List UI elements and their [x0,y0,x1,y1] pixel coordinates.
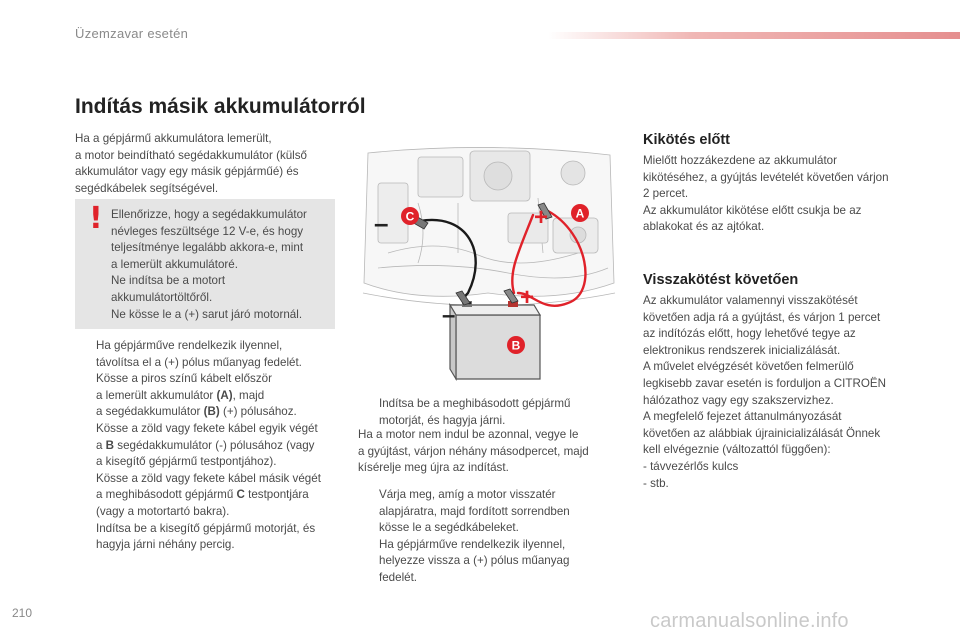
list-item [358,487,608,537]
text-line: Ne indítsa be a motort [111,274,226,288]
steps-left-list [75,338,347,554]
header-section-title: Üzemzavar esetén [75,26,189,41]
text-line: távolítsa el a (+) pólus műanyag fedelét. [96,355,302,369]
text-line: Ne kösse le a (+) sarut járó motornál. [111,307,303,321]
text-line: Ha gépjárműve rendelkezik ilyennel, [96,339,283,352]
text-line: Kösse a zöld vagy fekete kábel egyik végét [96,421,318,435]
plus-sign-a: + [534,204,549,231]
text-line: Kösse a zöld vagy fekete kábel másik végét [96,471,321,485]
text-line: a gyújtást, várjon néhány másodpercet, majd [358,444,589,458]
warning-text [111,207,331,323]
text-line: névleges feszültsége 12 V-e, és hogy [111,224,304,238]
text-line: kell elvégeznie (változattól függően): [643,443,831,457]
page-number: 210 [12,606,33,620]
exclamation-icon: ! [89,201,103,236]
text-line: a segédakkumulátor (B) (+) pólusához. [96,405,297,419]
before-connecting-text [643,153,913,236]
text-line: legkisebb zavar esetén is forduljon a CITROËN [643,376,886,390]
text-line: a B segédakkumulátor (-) pólusához (vagy [96,438,315,452]
list-item [75,471,347,521]
text-line: (vagy a motortartó bakra). [96,504,230,518]
watermark: carmanualsonline.info [650,610,849,632]
plus-sign-b: + [520,284,535,311]
text-line: kösse le a segédkábeleket. [379,521,519,535]
text-line: a lemerült akkumulátor (A), majd [96,388,265,402]
text-line: Ellenőrizze, hogy a segédakkumulátor [111,208,307,221]
heading-before-connecting: Kikötés előtt [643,132,731,148]
text-line: teljesítménye legalább akkora-e, mint [111,241,304,255]
diagram-label-c: C [405,209,415,224]
page-title: Indítás másik akkumulátorról [75,95,366,118]
list-item [75,338,347,371]
text-line: - stb. [643,476,669,490]
minus-sign-c: – [374,208,389,238]
text-line: Ha gépjárműve rendelkezik ilyennel, [379,537,566,551]
text-line: kísérelje meg újra az indítást. [358,461,509,475]
text-line: ablakokat és az ajtókat. [643,220,765,234]
text-line: Az akkumulátor kikötése előtt csukja be az [643,203,862,217]
text-line: 2 percet. [643,187,689,201]
text-line: alapjáratra, majd fordított sorrendben [379,504,570,518]
intro-paragraph [75,131,345,197]
text-line: A művelet elvégzését követően felmerülő [643,360,854,374]
text-line: követően adja rá a gyújtást, és várjon 1 percet [643,310,881,324]
text-line: akkumulátor vagy egy másik gépjárműé) és [75,165,299,179]
text-line: elektronikus rendszerek inicializálását. [643,343,841,357]
text-line: az indítózás előtt, hogy lehetővé tegye az [643,327,856,341]
minus-sign-b: – [442,302,456,329]
list-item [75,521,347,554]
text-line: A megfelelő fejezet áttanulmányozását [643,410,842,424]
list-item [75,421,347,471]
diagram-label-b: B [511,338,521,353]
list-item [358,537,608,587]
booster-battery [450,301,540,379]
jump-start-diagram [358,143,620,391]
header-rule [548,32,960,39]
text-line: akkumulátortöltőről. [111,290,213,304]
text-line: a lemerült akkumulátoré. [111,257,238,271]
text-line: fedelét. [379,570,418,584]
heading-after-reconnecting: Visszakötést követően [643,272,799,288]
list-item [75,371,347,421]
text-line: Indítsa be a kisegítő gépjármű motorját, és [96,521,316,535]
text-line: hálózathoz vagy egy szakszervizhez. [643,393,834,407]
text-line: a motor beindítható segédakkumulátor (külső [75,148,308,162]
text-line: Várja meg, amíg a motor visszatér [379,488,556,501]
text-line: hagyja járni néhány percig. [96,538,235,552]
text-line: Kösse a piros színű kábelt először [96,372,272,386]
text-line: helyezze vissza a (+) pólus műanyag [379,554,570,568]
text-line: kikötéséhez, a gyújtás levételét követően várjon [643,170,889,184]
warning-box [75,199,335,329]
text-line: Ha a motor nem indul be azonnal, vegye le [358,428,579,441]
after-reconnecting-text [643,293,913,492]
text-line: - távvezérlős kulcs [643,459,739,473]
text-line: Ha a gépjármű akkumulátora lemerült, [75,132,272,145]
text-line: Indítsa be a meghibásodott gépjármű [379,397,571,410]
text-line: segédkábelek segítségével. [75,181,219,195]
steps-middle-b-list [358,487,608,587]
list-item [358,396,608,429]
text-line: követően az alábbiak újrainicializálását Önnek [643,426,881,440]
steps-middle-a-list [358,396,608,429]
text-line: Az akkumulátor valamennyi visszakötését [643,294,858,307]
text-line: a kisegítő gépjármű testpontjához). [96,455,277,469]
text-line: Mielőtt hozzákezdene az akkumulátor [643,154,837,167]
middle-paragraph [358,427,618,477]
engine-bay-illustration [363,147,615,305]
text-line: motorját, és hagyja járni. [379,413,506,427]
diagram-label-a: A [575,206,585,221]
text-line: a meghibásodott gépjármű C testpontjára [96,488,309,502]
